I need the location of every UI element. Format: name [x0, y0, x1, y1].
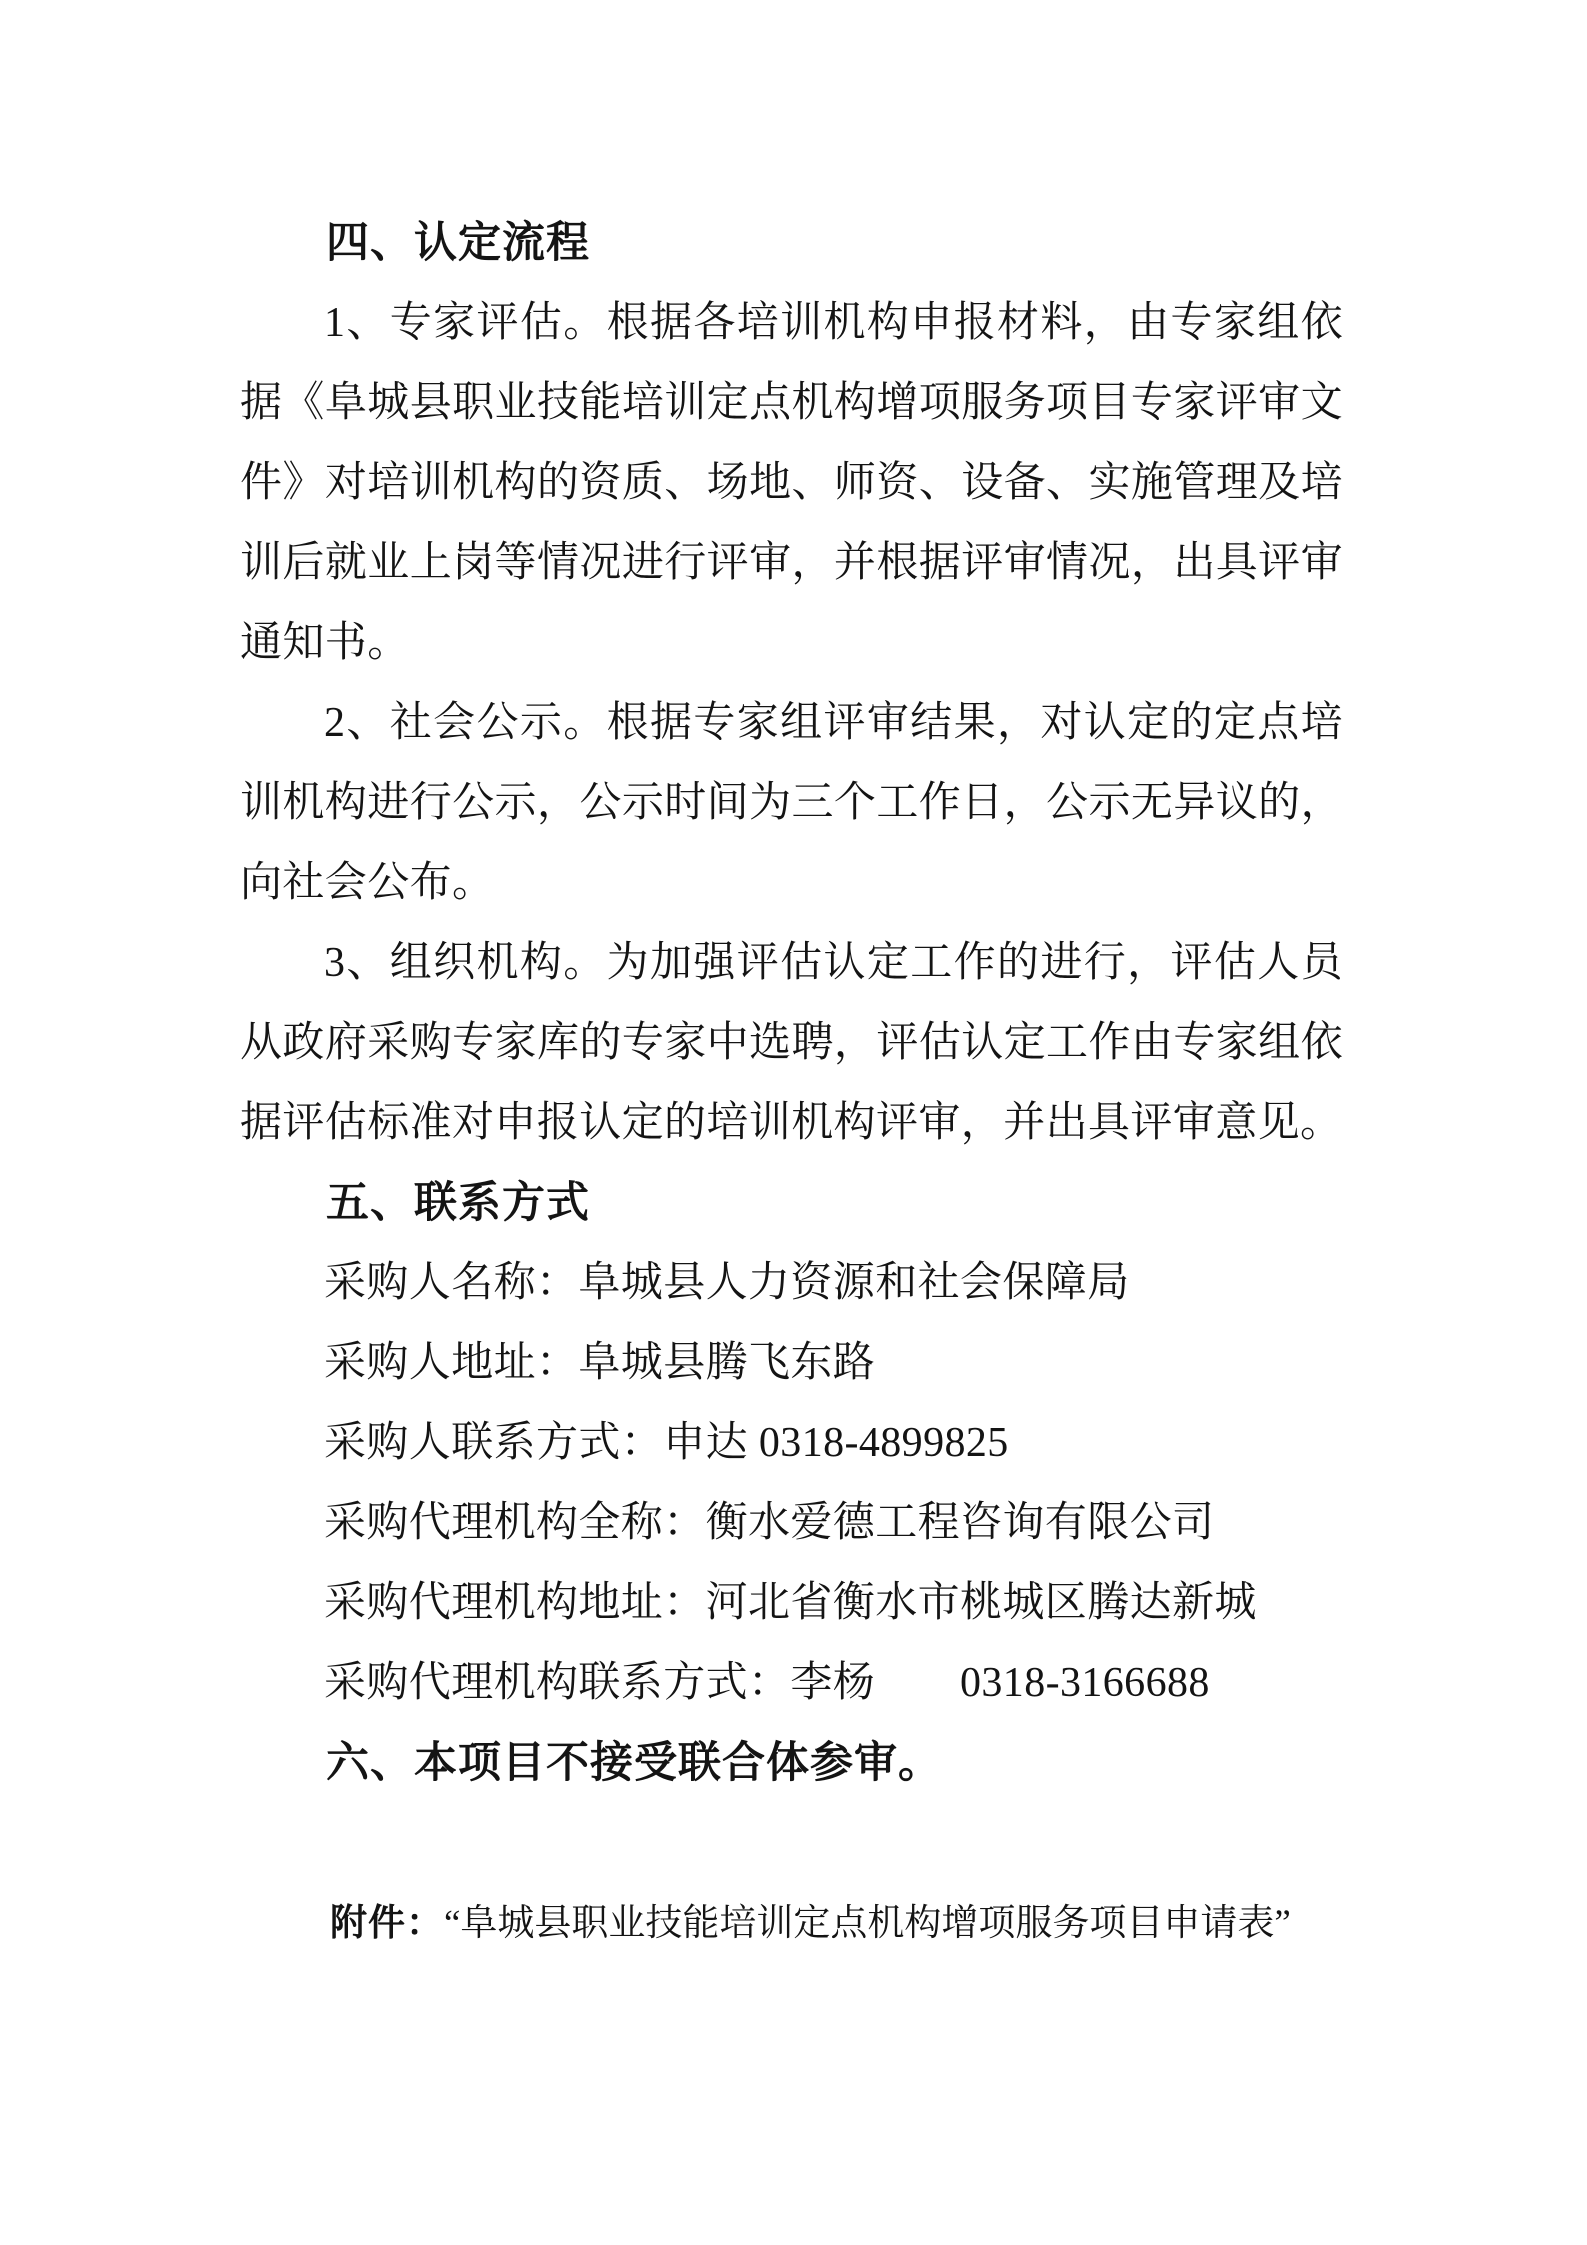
- contact-purchaser-address: 采购人地址：阜城县腾飞东路: [324, 1340, 876, 1386]
- contact-purchaser-name: 采购人名称：阜城县人力资源和社会保障局: [324, 1260, 1130, 1306]
- contact-purchaser-phone: 采购人联系方式：申达 0318-4899825: [324, 1420, 1009, 1466]
- paragraph-organization: 3、组织机构。为加强评估认定工作的进行，评估人员从政府采购专家库的专家中选聘，评估认定工作由专家组依据评估标准对申报认定的培训机构评审，并出具评审意见。: [240, 940, 1343, 1146]
- section-heading-no-consortium: 六、本项目不接受联合体参审。: [326, 1739, 942, 1787]
- contact-agency-phone: 采购代理机构联系方式：李杨 0318-3166688: [324, 1660, 1210, 1706]
- paragraph-public-notice: 2、社会公示。根据专家组评审结果，对认定的定点培训机构进行公示，公示时间为三个工作日，公示无异议的，向社会公布。: [240, 700, 1343, 906]
- attachment-title: “阜城县职业技能培训定点机构增项服务项目申请表”: [444, 1903, 1291, 1944]
- attachment-label: 附件：: [330, 1902, 444, 1943]
- contact-agency-address: 采购代理机构地址：河北省衡水市桃城区腾达新城: [324, 1580, 1257, 1626]
- attachment-note: [240, 1883, 1343, 1964]
- section-heading-rending-liucheng: 四、认定流程: [326, 219, 590, 267]
- paragraph-expert-evaluation: 1、专家评估。根据各培训机构申报材料，由专家组依据《阜城县职业技能培训定点机构增项服务项目专家评审文件》对培训机构的资质、场地、师资、设备、实施管理及培训后就业上岗等情况进行评审，并根据评审情况，出具评审通知书。: [240, 300, 1343, 666]
- section-heading-contact-info: 五、联系方式: [326, 1179, 590, 1227]
- contact-agency-name: 采购代理机构全称：衡水爱德工程咨询有限公司: [324, 1500, 1215, 1546]
